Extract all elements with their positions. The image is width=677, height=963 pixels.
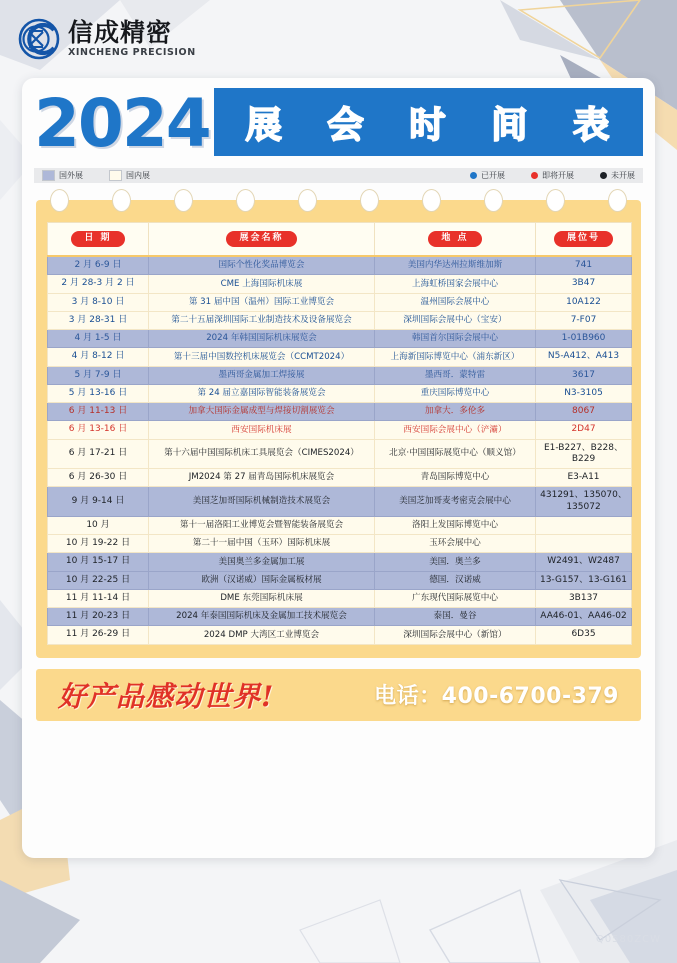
cell-date: 5 月 7-9 日: [48, 366, 149, 384]
table-row: [48, 589, 632, 607]
cell-name: 第二十一届中国（玉环）国际机床展: [149, 535, 375, 553]
cell-date: 6 月 26-30 日: [48, 469, 149, 487]
title-band: [214, 88, 643, 156]
column-header-name-label: 展会名称: [226, 231, 296, 247]
cell-name: 欧洲（汉诺威）国际金属板材展: [149, 571, 375, 589]
cell-date: 6 月 13-16 日: [48, 421, 149, 439]
cell-location: 德国．汉诺威: [375, 571, 536, 589]
cell-date: 6 月 11-13 日: [48, 403, 149, 421]
cell-location: 洛阳上发国际博览中心: [375, 516, 536, 534]
cell-booth: E3-A11: [536, 469, 632, 487]
legend-label-started: 已开展: [481, 171, 505, 180]
schedule-sheet: [36, 200, 641, 658]
cell-booth: [536, 535, 632, 553]
table-row: [48, 535, 632, 553]
cell-booth: 3617: [536, 366, 632, 384]
brand-name-cn: 信成精密: [68, 18, 173, 48]
table-row: [48, 330, 632, 348]
legend-label-overseas: 国外展: [59, 171, 83, 180]
column-header-booth-label: 展位号: [554, 231, 613, 247]
cell-name: 西安国际机床展: [149, 421, 375, 439]
punch-hole: [112, 189, 131, 212]
cell-booth: [536, 516, 632, 534]
cell-date: 11 月 26-29 日: [48, 626, 149, 644]
legend-item-started: [470, 170, 505, 181]
cell-date: 6 月 17-21 日: [48, 439, 149, 469]
punch-hole: [484, 189, 503, 212]
cell-name: 第十六届中国国际机床工具展览会（CIMES2024）: [149, 439, 375, 469]
cell-location: 上海虹桥国家会展中心: [375, 275, 536, 293]
legend-label-notstarted: 未开展: [611, 171, 635, 180]
table-header-row: [48, 223, 632, 257]
legend-dot-started-icon: [470, 172, 477, 179]
cell-booth: 10A122: [536, 293, 632, 311]
cell-booth: 3B47: [536, 275, 632, 293]
column-header-date: [48, 223, 149, 257]
cell-location: 泰国．曼谷: [375, 608, 536, 626]
table-body: [48, 256, 632, 644]
cell-name: 美国奥兰多金属加工展: [149, 553, 375, 571]
cell-date: 5 月 13-16 日: [48, 384, 149, 402]
year-label: 2024: [34, 85, 210, 162]
cell-booth: 13-G157、13-G161: [536, 571, 632, 589]
cell-name: 美国芝加哥国际机械制造技术展览会: [149, 487, 375, 517]
cell-date: 10 月 15-17 日: [48, 553, 149, 571]
legend: [34, 168, 643, 183]
table-row: [48, 571, 632, 589]
table-row: [48, 487, 632, 517]
legend-dot-upcoming-icon: [531, 172, 538, 179]
cell-location: 美国．奥兰多: [375, 553, 536, 571]
cell-location: 深圳国际会展中心（宝安）: [375, 311, 536, 329]
column-header-location-label: 地 点: [428, 231, 481, 247]
legend-swatch-domestic-icon: [109, 170, 122, 181]
xc-monogram-icon: [18, 18, 60, 60]
cell-booth: W2491、W2487: [536, 553, 632, 571]
table-row: [48, 256, 632, 275]
table-row: [48, 516, 632, 534]
table-row: [48, 384, 632, 402]
column-header-date-label: 日 期: [71, 231, 124, 247]
legend-item-overseas: [42, 170, 83, 181]
table-row: [48, 421, 632, 439]
footer-banner: [36, 669, 641, 721]
cell-name: DME 东莞国际机床展: [149, 589, 375, 607]
cell-name: 2024 年韩国国际机床展览会: [149, 330, 375, 348]
cell-booth: AA46-01、AA46-02: [536, 608, 632, 626]
watermark: Q0580ZCW: [595, 934, 661, 945]
legend-item-domestic: [109, 170, 150, 181]
cell-booth: N5-A412、A413: [536, 348, 632, 366]
cell-date: 4 月 8-12 日: [48, 348, 149, 366]
table-row: [48, 311, 632, 329]
cell-name: 第二十五届深圳国际工业制造技术及设备展览会: [149, 311, 375, 329]
column-header-booth: [536, 223, 632, 257]
cell-booth: 7-F07: [536, 311, 632, 329]
cell-date: 11 月 20-23 日: [48, 608, 149, 626]
cell-location: 青岛国际博览中心: [375, 469, 536, 487]
schedule-table: [47, 222, 632, 645]
cell-date: 11 月 11-14 日: [48, 589, 149, 607]
table-row: [48, 439, 632, 469]
column-header-name: [149, 223, 375, 257]
title-char-3: 间: [491, 104, 530, 146]
table-row: [48, 348, 632, 366]
punch-hole: [50, 189, 69, 212]
cell-name: 第 31 届中国（温州）国际工业博览会: [149, 293, 375, 311]
table-row: [48, 469, 632, 487]
cell-booth: 2D47: [536, 421, 632, 439]
punch-hole: [360, 189, 379, 212]
cell-location: 韩国首尔国际会展中心: [375, 330, 536, 348]
cell-location: 重庆国际博览中心: [375, 384, 536, 402]
cell-booth: 431291、135070、135072: [536, 487, 632, 517]
legend-dot-notstarted-icon: [600, 172, 607, 179]
cell-location: 北京·中国国际展览中心（顺义馆）: [375, 439, 536, 469]
title-char-4: 表: [573, 104, 612, 146]
cell-date: 3 月 8-10 日: [48, 293, 149, 311]
title-char-1: 会: [327, 104, 366, 146]
cell-date: 2 月 28-3 月 2 日: [48, 275, 149, 293]
punch-hole: [174, 189, 193, 212]
poster-card: [22, 78, 655, 858]
cell-name: 2024 DMP 大湾区工业博览会: [149, 626, 375, 644]
cell-date: 10 月 22-25 日: [48, 571, 149, 589]
cell-location: 美国芝加哥麦考密克会展中心: [375, 487, 536, 517]
cell-date: 3 月 28-31 日: [48, 311, 149, 329]
table-row: [48, 275, 632, 293]
cell-booth: 3B137: [536, 589, 632, 607]
legend-item-notstarted: [600, 170, 635, 181]
cell-booth: 741: [536, 256, 632, 275]
cell-location: 温州国际会展中心: [375, 293, 536, 311]
cell-booth: 1-01B960: [536, 330, 632, 348]
cell-name: CME 上海国际机床展: [149, 275, 375, 293]
table-row: [48, 553, 632, 571]
cell-date: 10 月: [48, 516, 149, 534]
legend-label-upcoming: 即将开展: [542, 171, 574, 180]
table-row: [48, 366, 632, 384]
table-row: [48, 608, 632, 626]
legend-label-domestic: 国内展: [126, 171, 150, 180]
legend-swatch-overseas-icon: [42, 170, 55, 181]
cell-location: 玉环会展中心: [375, 535, 536, 553]
cell-name: 第十三届中国数控机床展览会（CCMT2024）: [149, 348, 375, 366]
title-char-2: 时: [409, 104, 448, 146]
cell-location: 深圳国际会展中心（新馆）: [375, 626, 536, 644]
cell-date: 4 月 1-5 日: [48, 330, 149, 348]
punch-hole: [546, 189, 565, 212]
cell-booth: 8067: [536, 403, 632, 421]
punch-hole: [608, 189, 627, 212]
punch-hole-strip: [32, 189, 645, 211]
brand-logo: [18, 18, 196, 60]
cell-booth: N3-3105: [536, 384, 632, 402]
cell-location: 加拿大．多伦多: [375, 403, 536, 421]
title-char-0: 展: [245, 104, 284, 146]
cell-name: 墨西哥金属加工焊接展: [149, 366, 375, 384]
cell-location: 上海新国际博览中心（浦东新区）: [375, 348, 536, 366]
cell-location: 美国内华达州拉斯维加斯: [375, 256, 536, 275]
title-row: [34, 85, 643, 166]
legend-item-upcoming: [531, 170, 574, 181]
punch-hole: [298, 189, 317, 212]
cell-location: 西安国际会展中心（浐灞）: [375, 421, 536, 439]
cell-name: JM2024 第 27 届青岛国际机床展览会: [149, 469, 375, 487]
punch-hole: [422, 189, 441, 212]
cell-name: 国际个性化奖品博览会: [149, 256, 375, 275]
cell-booth: E1-B227、B228、B229: [536, 439, 632, 469]
cell-location: 广东现代国际展览中心: [375, 589, 536, 607]
table-row: [48, 403, 632, 421]
cell-name: 第 24 届立嘉国际智能装备展览会: [149, 384, 375, 402]
cell-name: 加拿大国际金属成型与焊接切割展览会: [149, 403, 375, 421]
cell-booth: 6D35: [536, 626, 632, 644]
cell-location: 墨西哥．蒙特雷: [375, 366, 536, 384]
cell-date: 9 月 9-14 日: [48, 487, 149, 517]
cell-name: 第十一届洛阳工业博览会暨智能装备展览会: [149, 516, 375, 534]
phone-text: 电话：400-6700-379: [374, 684, 619, 709]
slogan-text: 好产品感动世界!: [58, 679, 275, 713]
table-row: [48, 293, 632, 311]
cell-name: 2024 年泰国国际机床及金属加工技术展览会: [149, 608, 375, 626]
cell-date: 2 月 6-9 日: [48, 256, 149, 275]
cell-date: 10 月 19-22 日: [48, 535, 149, 553]
brand-name-en: XINCHENG PRECISION: [68, 47, 196, 59]
table-row: [48, 626, 632, 644]
column-header-location: [375, 223, 536, 257]
punch-hole: [236, 189, 255, 212]
